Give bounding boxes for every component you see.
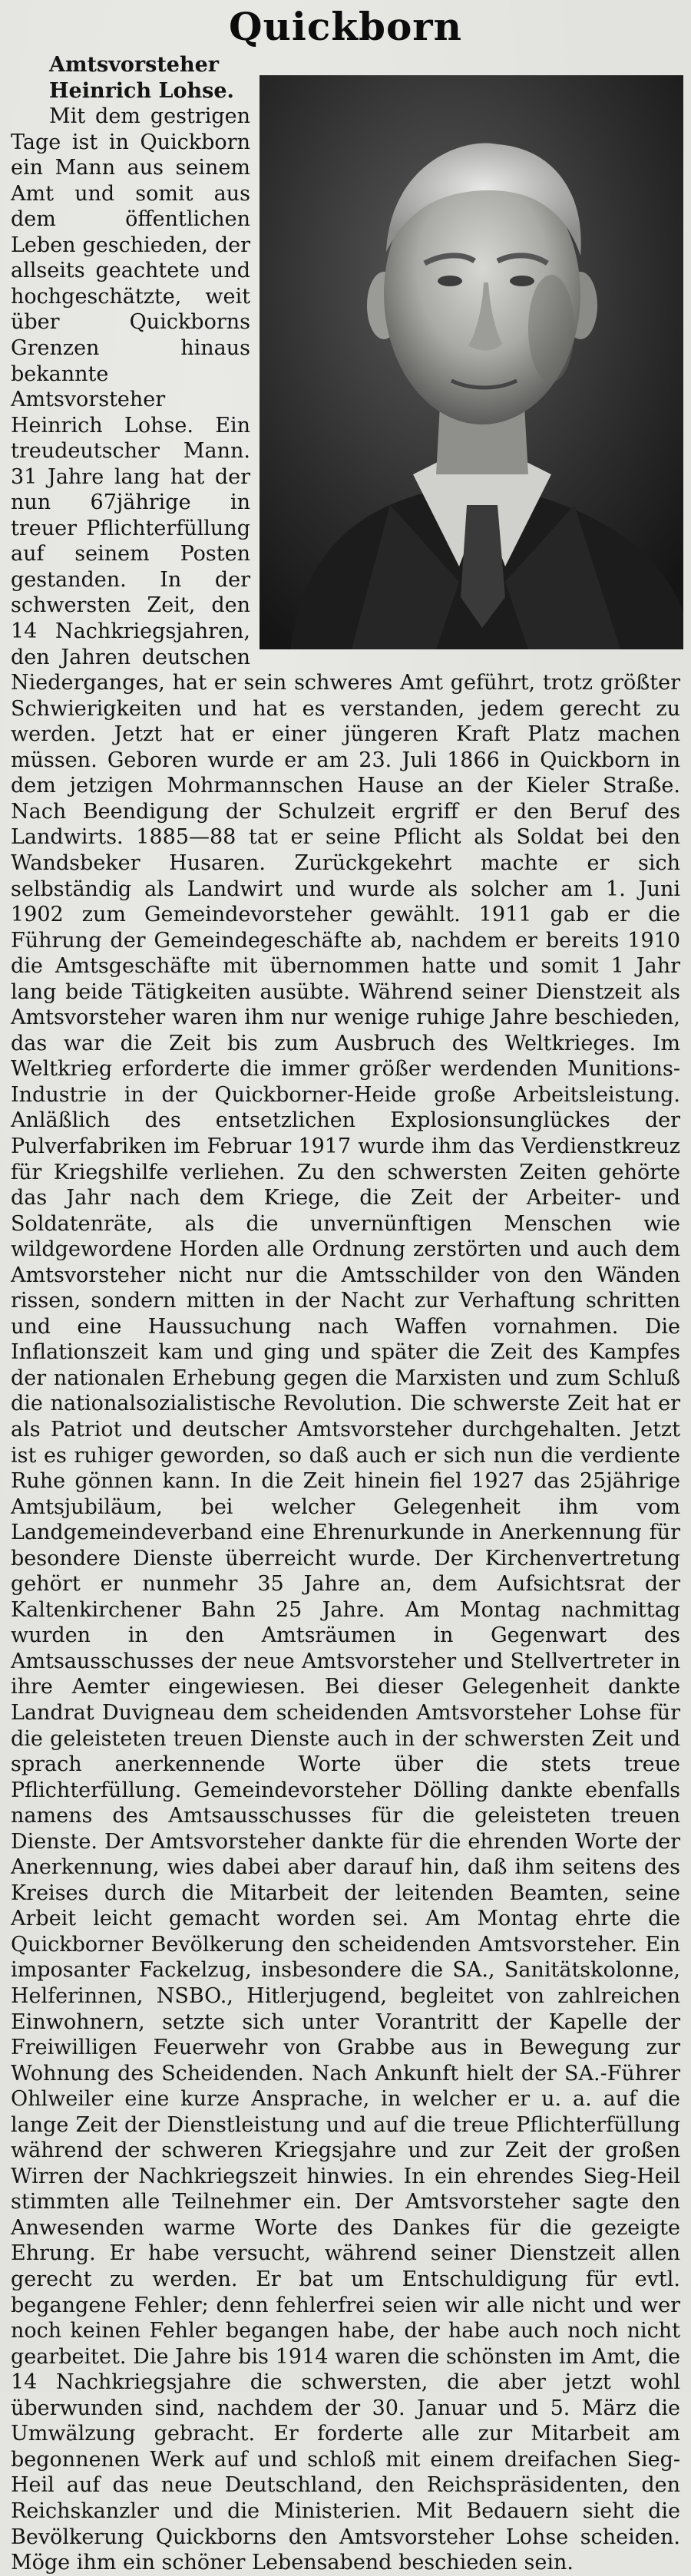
article-heading: Amtsvorsteher	[49, 53, 219, 77]
article	[11, 52, 680, 2575]
masthead-title: Quickborn	[229, 4, 462, 49]
article-heading-name: Heinrich Lohse.	[49, 78, 234, 103]
photo-spacer	[250, 52, 680, 652]
article-body: Mit dem gestrigen Tage ist in Quickborn ein Mann aus seinem Amt und somit aus dem öffentlichen Leben geschieden, der allseits geachtete und hochgeschätzte, weit über Quickborns Grenzen hinaus bekannte Amtsvorsteher Heinrich Lohse. Ein treudeutscher Mann. 31 Jahre lang hat der nun 67jährige in treuer Pflichterfüllung auf seinem Posten gestanden. In der schwersten Zeit, den 14 Nachkriegsjahren, den Jahren deutschen Niederganges, hat er sein schweres Amt geführt, trotz größter Schwierigkeiten und hat es verstanden, jedem gerecht zu werden. Jetzt hat er einer jüngeren Kraft Platz machen müssen. Geboren wurde er am 23. Juli 1866 in Quickborn in dem jetzigen Mohrmannschen Hause an der Kieler Straße. Nach Beendigung der Schulzeit ergriff er den Beruf des Landwirts. 1885—88 tat er seine Pflicht als Soldat bei den Wandsbeker Husaren. Zurückgekehrt machte er sich selbständig als Landwirt und wurde als solcher am 1. Juni 1902 zum Gemeindevorsteher gewählt. 1911 gab er die Führung der Gemeindegeschäfte ab, nachdem er bereits 1910 die Amtsgeschäfte mit übernommen hatte und somit 1 Jahr lang beide Tätigkeiten ausübte. Während seiner Dienstzeit als Amtsvorsteher waren ihm nur wenige ruhige Jahre beschieden, das war die Zeit bis zum Ausbruch des Weltkrieges. Im Weltkrieg erforderte die immer größer werdenden Munitions-Industrie in der Quickborner-Heide große Arbeitsleistung. Anläßlich des entsetzlichen Explosionsunglückes der Pulverfabriken im Februar 1917 wurde ihm das Verdienstkreuz für Kriegshilfe verliehen. Zu den schwersten Zeiten gehörte das Jahr nach dem Kriege, die Zeit der Arbeiter- und Soldatenräte, als die unvernünftigen Menschen wie wildgewordene Horden alle Ordnung zerstörten und auch dem Amtsvorsteher nicht nur die Amtsschilder von den Wänden rissen, sondern mitten in der Nacht zur Verhaftung schritten und eine Haussuchung nach Waffen vornahmen. Die Inflationszeit kam und ging und später die Zeit des Kampfes der nationalen Erhebung gegen die Marxisten und zum Schluß die nationalsozialistische Revolution. Die schwerste Zeit hat er als Patriot und deutscher Amtsvorsteher durchgehalten. Jetzt ist es ruhiger geworden, so daß auch er sich nun die verdiente Ruhe gönnen kann. In die Zeit hinein fiel 1927 das 25jährige Amtsjubiläum, bei welcher Gelegenheit ihm vom Landgemeindeverband eine Ehrenurkunde in Anerkennung für besondere Dienste überreicht wurde. Der Kirchenvertretung gehört er nunmehr 35 Jahre an, dem Aufsichtsrat der Kaltenkirchener Bahn 25 Jahre. Am Montag nachmittag wurden in den Amtsräumen in Gegenwart des Amtsausschusses der neue Amtsvorsteher und Stellvertreter in ihre Aemter eingewiesen. Bei dieser Gelegenheit dankte Landrat Duvigneau dem scheidenden Amtsvorsteher Lohse für die geleisteten treuen Dienste auch in der schwersten Zeit und sprach anerkennende Worte über die stets treue Pflichterfüllung. Gemeindevorsteher Dölling dankte ebenfalls namens des Amtsausschusses für die geleisteten treuen Dienste. Der Amtsvorsteher dankte für die ehrenden Worte der Anerkennung, wies dabei aber darauf hin, daß ihm seitens des Kreises durch die Mitarbeit der leitenden Beamten, seine Arbeit leicht gemacht worden sei. Am Montag ehrte die Quickborner Bevölkerung den scheidenden Amtsvorsteher. Ein imposanter Fackelzug, insbesondere die SA., Sanitätskolonne, Helferinnen, NSBO., Hitlerjugend, begleitet von zahlreichen Einwohnern, setzte sich unter Vorantritt der Kapelle der Freiwilligen Feuerwehr von Grabbe aus in Bewegung zur Wohnung des Scheidenden. Nach Ankunft hielt der SA.-Führer Ohlweiler eine kurze Ansprache, in welcher er u. a. auf die lange Zeit der Dienstleistung und auf die treue Pflichterfüllung während der schweren Kriegsjahre und zur Zeit der großen Wirren der Nachkriegszeit hinwies. In ein ehrendes Sieg-Heil stimmten alle Teilnehmer ein. Der Amtsvorsteher sagte den Anwesenden warme Worte des Dankes für die gezeigte Ehrung. Er habe versucht, während seiner Dienstzeit allen gerecht zu werden. Er bat um Entschuldigung für evtl. begangene Fehler; denn fehlerfrei seien wir alle nicht und wer noch keinen Fehler begangen habe, der habe auch noch nicht gearbeitet. Die Jahre bis 1914 waren die schönsten im Amt, die 14 Nachkriegsjahre die schwersten, die aber jetzt wohl überwunden sind, nachdem der 30. Januar und 5. März die Umwälzung gebracht. Er forderte alle zur Mitarbeit am begonnenen Werk auf und schloß mit einem dreifachen Sieg-Heil auf das neue Deutschland, den Reichspräsidenten, den Reichskanzler und die Ministerien. Mit Bedauern sieht die Bevölkerung Quickborns den Amtsvorsteher Lohse scheiden. Möge ihm ein schöner Lebensabend beschieden sein.	[11, 104, 680, 2575]
